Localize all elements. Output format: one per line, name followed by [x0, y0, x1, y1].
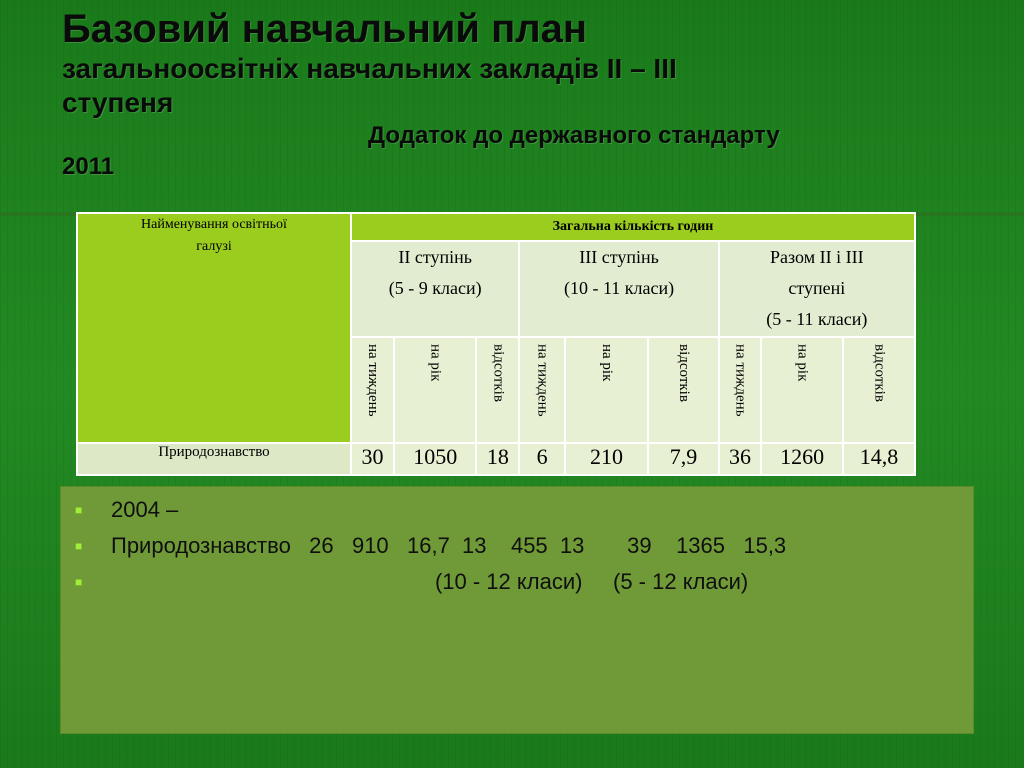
- value-percent-2: 18: [476, 443, 519, 475]
- subheader-percent-2: відсотків: [476, 337, 519, 443]
- stage-total-line-3: (5 - 11 класи): [766, 309, 868, 329]
- title-line-1: Базовий навчальний план: [62, 7, 588, 51]
- square-bullet-icon: ■: [75, 503, 83, 517]
- subheader-week-3: на тиждень: [519, 337, 564, 443]
- subheader-year-total: на рік: [761, 337, 843, 443]
- subheader-year-2: на рік: [394, 337, 476, 443]
- subheader-percent-total: відсотків: [843, 337, 915, 443]
- value-week-total: 36: [719, 443, 762, 475]
- header-stage-3: [519, 241, 718, 337]
- table-row: [77, 443, 915, 475]
- header-total-hours: Загальна кількість годин: [351, 213, 915, 241]
- list-item-text: 2004 –: [111, 497, 179, 522]
- notes-box: [60, 486, 974, 734]
- value-week-3: 6: [519, 443, 564, 475]
- subheader-percent-3: відсотків: [648, 337, 718, 443]
- title-line-2: загальноосвітніх навчальних закладів ІІ – ІІІ: [62, 53, 677, 84]
- stage-3-line-2: (10 - 11 класи): [563, 278, 675, 298]
- row-subject-name: Природознавство: [77, 443, 351, 475]
- value-percent-total: 14,8: [843, 443, 915, 475]
- list-item-text: Природознавство 26 910 16,7 13 455 13 39 1365 15,3: [111, 533, 787, 558]
- header-stage-total: [719, 241, 915, 337]
- value-year-2: 1050: [394, 443, 476, 475]
- title-line-3: ступеня: [62, 87, 174, 118]
- value-year-total: 1260: [761, 443, 843, 475]
- slide-title: [62, 6, 962, 182]
- stage-total-line-2: ступені: [788, 278, 846, 298]
- header-stage-2: [351, 241, 519, 337]
- stage-2-line-2: (5 - 9 класи): [388, 278, 482, 298]
- subheader-week-2: на тиждень: [351, 337, 394, 443]
- header-subject-area-text: Найменування освітньої галузі: [141, 217, 287, 254]
- stage-total-line-1: Разом ІІ і ІІІ: [770, 247, 864, 267]
- value-week-2: 30: [351, 443, 394, 475]
- list-item-text: (10 - 12 класи) (5 - 12 класи): [111, 569, 749, 594]
- header-subject-area: [77, 213, 351, 443]
- value-percent-3: 7,9: [648, 443, 718, 475]
- stage-2-line-1: ІІ ступінь: [398, 247, 473, 267]
- subheader-week-total: на тиждень: [719, 337, 762, 443]
- title-appendix: Додаток до державного стандарту: [368, 122, 780, 149]
- title-year: 2011: [62, 153, 115, 180]
- subheader-year-3: на рік: [565, 337, 648, 443]
- stage-3-line-1: ІІІ ступінь: [579, 247, 659, 267]
- square-bullet-icon: ■: [75, 539, 83, 553]
- value-year-3: 210: [565, 443, 648, 475]
- square-bullet-icon: ■: [75, 575, 83, 589]
- curriculum-table: [76, 212, 916, 476]
